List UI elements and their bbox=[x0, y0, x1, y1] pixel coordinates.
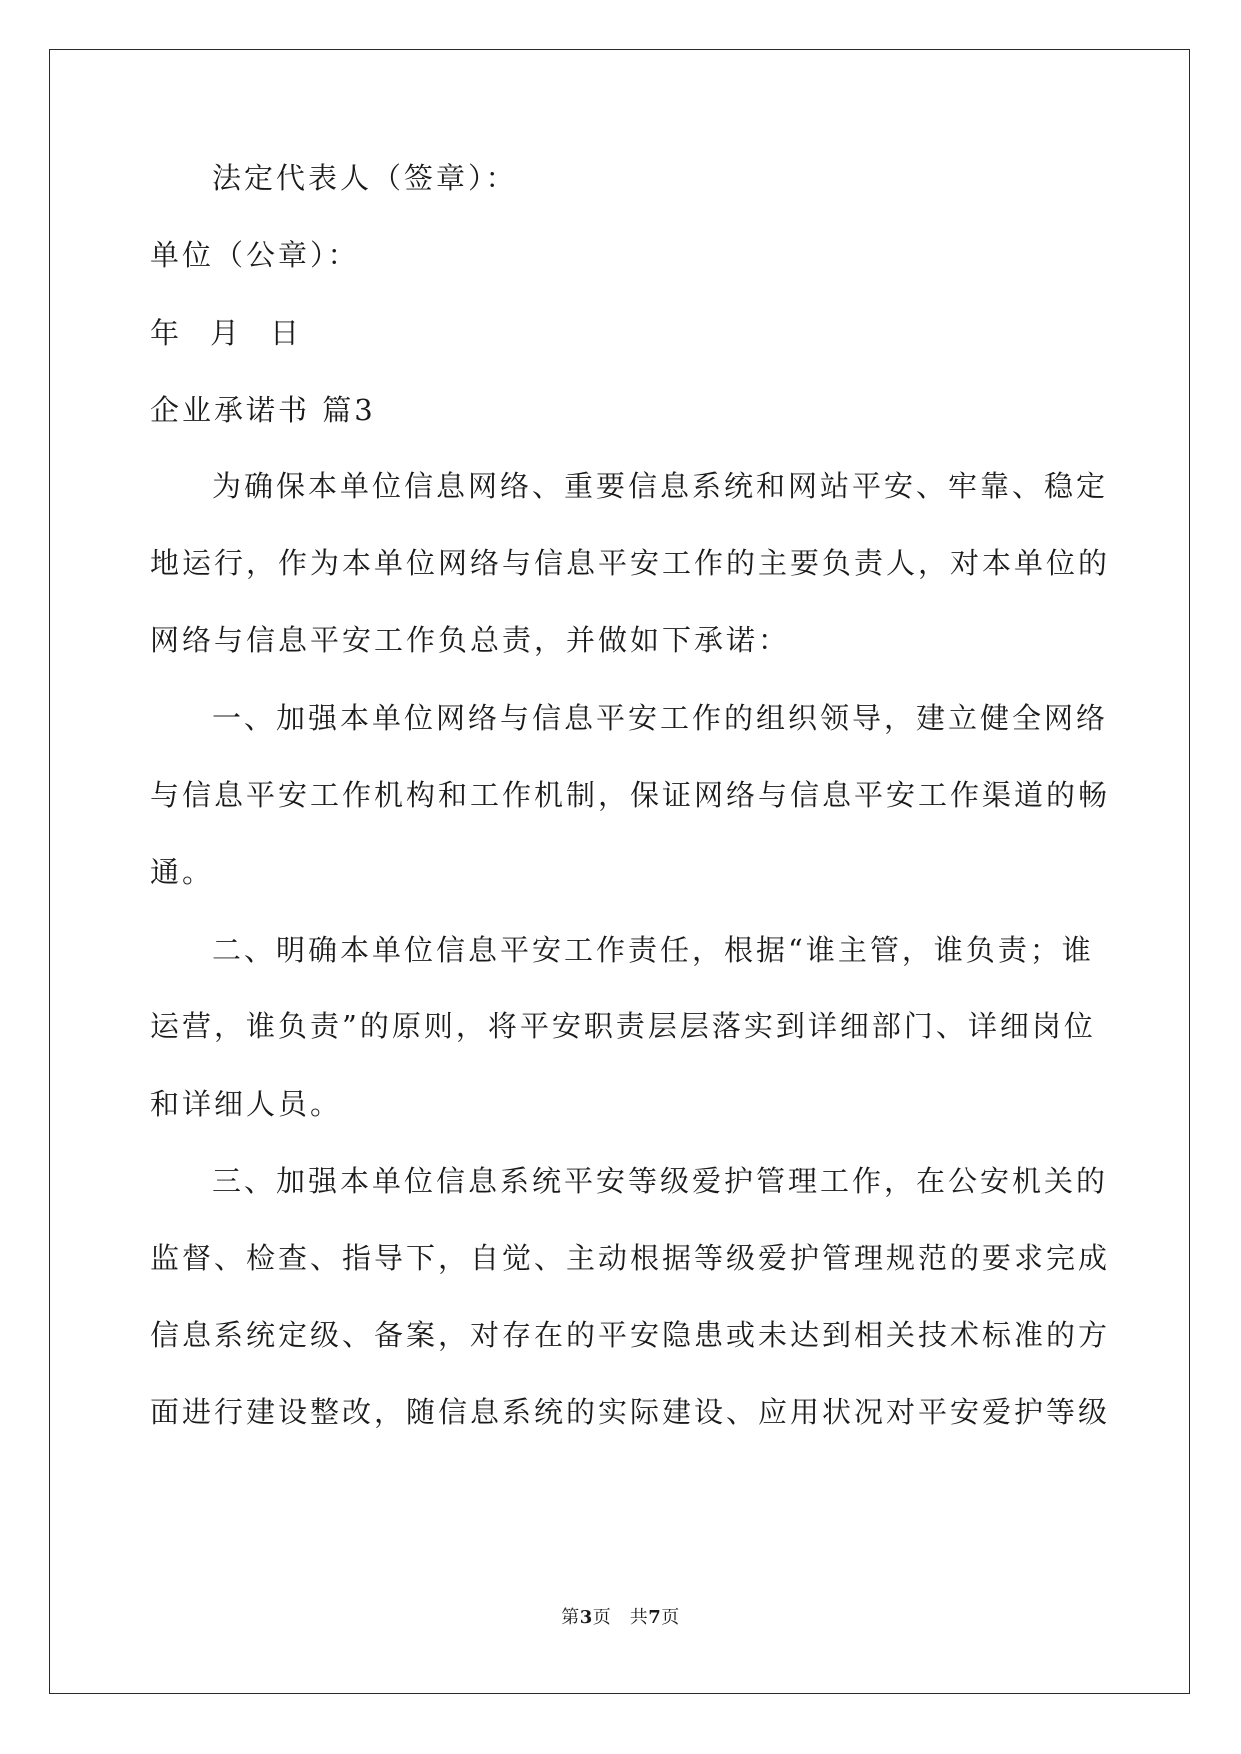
date-line bbox=[150, 313, 302, 353]
footer-prefix: 第 bbox=[561, 1607, 580, 1628]
footer-current-page: 3 bbox=[579, 1607, 593, 1628]
seal-line: 单位（公章）： bbox=[150, 238, 360, 272]
paragraph-line: 面进行建设整改，随信息系统的实际建设、应用状况对平安爱护等级 bbox=[150, 1395, 1111, 1429]
paragraph-line: 三、加强本单位信息系统平安等级爱护管理工作，在公安机关的 bbox=[212, 1164, 1109, 1198]
paragraph-line: 二、明确本单位信息平安工作责任，根据“谁主管，谁负责；谁 bbox=[212, 933, 1094, 967]
paragraph-line: 和详细人员。 bbox=[150, 1087, 343, 1121]
section-heading: 企业承诺书 篇3 bbox=[150, 393, 376, 427]
paragraph-line: 一、加强本单位网络与信息平安工作的组织领导，建立健全网络 bbox=[212, 701, 1109, 735]
paragraph-line: 与信息平安工作机构和工作机制，保证网络与信息平安工作渠道的畅 bbox=[150, 778, 1111, 812]
page-number-footer bbox=[0, 1606, 1241, 1630]
footer-mid: 页 共 bbox=[592, 1607, 649, 1628]
paragraph-line: 通。 bbox=[150, 855, 215, 889]
date-month: 月 bbox=[210, 316, 243, 350]
paragraph-line: 运营，谁负责”的原则，将平安职责层层落实到详细部门、详细岗位 bbox=[150, 1009, 1096, 1043]
paragraph-line: 监督、检查、指导下，自觉、主动根据等级爱护管理规范的要求完成 bbox=[150, 1241, 1111, 1275]
paragraph-line: 为确保本单位信息网络、重要信息系统和网站平安、牢靠、稳定 bbox=[212, 469, 1109, 503]
paragraph-line: 网络与信息平安工作负总责，并做如下承诺： bbox=[150, 623, 791, 657]
footer-suffix: 页 bbox=[661, 1607, 680, 1628]
page-border bbox=[49, 49, 1190, 1694]
date-day: 日 bbox=[270, 316, 303, 350]
paragraph-line: 地运行，作为本单位网络与信息平安工作的主要负责人，对本单位的 bbox=[150, 546, 1111, 580]
signature-line: 法定代表人（签章）： bbox=[212, 161, 518, 195]
paragraph-line: 信息系统定级、备案，对存在的平安隐患或未达到相关技术标准的方 bbox=[150, 1318, 1111, 1352]
footer-total-pages: 7 bbox=[648, 1607, 662, 1628]
date-year: 年 bbox=[150, 316, 183, 350]
